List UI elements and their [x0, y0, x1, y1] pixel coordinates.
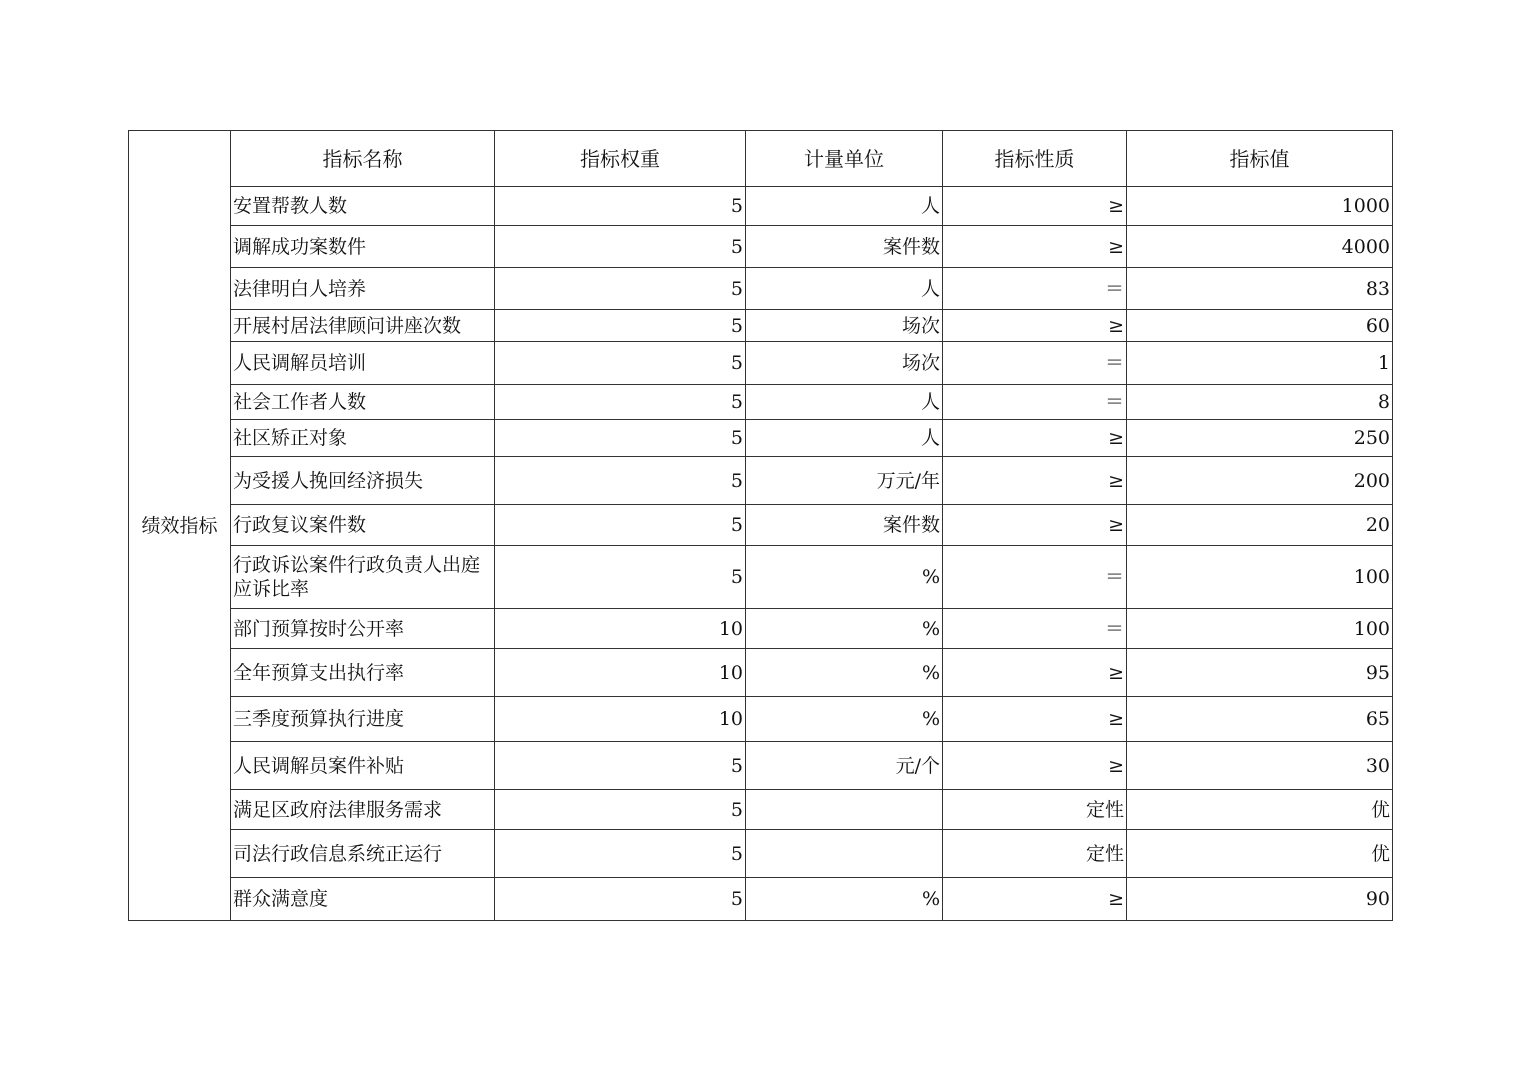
nature-cell: ＝ — [943, 268, 1127, 310]
nature-cell: ＝ — [943, 385, 1127, 420]
nature-cell: ＝ — [943, 342, 1127, 385]
weight-cell: 5 — [495, 878, 746, 921]
indicator-name-cell: 开展村居法律顾问讲座次数 — [231, 310, 495, 342]
weight-cell: 5 — [495, 546, 746, 609]
value-cell: 100 — [1127, 609, 1393, 649]
indicator-name-cell: 满足区政府法律服务需求 — [231, 790, 495, 830]
weight-cell: 5 — [495, 310, 746, 342]
unit-cell: 人 — [746, 187, 943, 226]
indicator-name-cell: 部门预算按时公开率 — [231, 609, 495, 649]
unit-cell: % — [746, 609, 943, 649]
header-unit: 计量单位 — [746, 131, 943, 187]
weight-cell: 10 — [495, 649, 746, 697]
table-row — [129, 187, 1393, 226]
nature-cell: ≥ — [943, 187, 1127, 226]
value-cell: 4000 — [1127, 226, 1393, 268]
table-row — [129, 505, 1393, 546]
table-row — [129, 742, 1393, 790]
nature-cell: ≥ — [943, 457, 1127, 505]
table-row — [129, 457, 1393, 505]
header-indicator-nature: 指标性质 — [943, 131, 1127, 187]
value-cell: 8 — [1127, 385, 1393, 420]
table-row — [129, 609, 1393, 649]
unit-cell: % — [746, 546, 943, 609]
unit-cell: 万元/年 — [746, 457, 943, 505]
nature-cell: ≥ — [943, 878, 1127, 921]
indicator-name-cell: 社区矫正对象 — [231, 420, 495, 457]
weight-cell: 5 — [495, 226, 746, 268]
nature-cell: ≥ — [943, 505, 1127, 546]
value-cell: 优 — [1127, 790, 1393, 830]
table-row — [129, 268, 1393, 310]
weight-cell: 10 — [495, 697, 746, 742]
nature-cell: ≥ — [943, 742, 1127, 790]
value-cell: 83 — [1127, 268, 1393, 310]
weight-cell: 5 — [495, 457, 746, 505]
nature-cell: ≥ — [943, 649, 1127, 697]
value-cell: 1000 — [1127, 187, 1393, 226]
unit-cell: 元/个 — [746, 742, 943, 790]
table-row — [129, 878, 1393, 921]
unit-cell: 人 — [746, 268, 943, 310]
indicator-name-cell: 三季度预算执行进度 — [231, 697, 495, 742]
unit-cell: 案件数 — [746, 226, 943, 268]
unit-cell — [746, 830, 943, 878]
unit-cell: 人 — [746, 385, 943, 420]
header-indicator-weight: 指标权重 — [495, 131, 746, 187]
nature-cell: ＝ — [943, 609, 1127, 649]
unit-cell: 人 — [746, 420, 943, 457]
indicator-name-cell: 行政诉讼案件行政负责人出庭应诉比率 — [231, 546, 495, 609]
header-indicator-name: 指标名称 — [231, 131, 495, 187]
weight-cell: 10 — [495, 609, 746, 649]
indicator-name-cell: 全年预算支出执行率 — [231, 649, 495, 697]
value-cell: 90 — [1127, 878, 1393, 921]
value-cell: 95 — [1127, 649, 1393, 697]
nature-cell: ≥ — [943, 420, 1127, 457]
value-cell: 60 — [1127, 310, 1393, 342]
performance-indicator-table — [128, 130, 1393, 921]
weight-cell: 5 — [495, 505, 746, 546]
category-cell: 绩效指标 — [129, 131, 231, 921]
unit-cell: 场次 — [746, 342, 943, 385]
indicator-name-cell: 社会工作者人数 — [231, 385, 495, 420]
nature-cell: ＝ — [943, 546, 1127, 609]
table-row — [129, 697, 1393, 742]
unit-cell: % — [746, 878, 943, 921]
value-cell: 30 — [1127, 742, 1393, 790]
table-row — [129, 342, 1393, 385]
weight-cell: 5 — [495, 385, 746, 420]
value-cell: 65 — [1127, 697, 1393, 742]
indicator-name-cell: 安置帮教人数 — [231, 187, 495, 226]
nature-cell: 定性 — [943, 790, 1127, 830]
indicator-name-cell: 司法行政信息系统正运行 — [231, 830, 495, 878]
unit-cell: % — [746, 649, 943, 697]
table-row — [129, 420, 1393, 457]
table-row — [129, 226, 1393, 268]
value-cell: 1 — [1127, 342, 1393, 385]
header-row — [129, 131, 1393, 187]
nature-cell: ≥ — [943, 310, 1127, 342]
table-row — [129, 310, 1393, 342]
value-cell: 20 — [1127, 505, 1393, 546]
table-body — [129, 131, 1393, 921]
unit-cell: 案件数 — [746, 505, 943, 546]
unit-cell: 场次 — [746, 310, 943, 342]
weight-cell: 5 — [495, 830, 746, 878]
indicator-name-cell: 人民调解员案件补贴 — [231, 742, 495, 790]
weight-cell: 5 — [495, 790, 746, 830]
indicator-name-cell: 调解成功案数件 — [231, 226, 495, 268]
value-cell: 250 — [1127, 420, 1393, 457]
table-row — [129, 385, 1393, 420]
header-indicator-value: 指标值 — [1127, 131, 1393, 187]
unit-cell — [746, 790, 943, 830]
indicator-name-cell: 行政复议案件数 — [231, 505, 495, 546]
indicator-name-cell: 为受援人挽回经济损失 — [231, 457, 495, 505]
table-row — [129, 649, 1393, 697]
table-row — [129, 830, 1393, 878]
value-cell: 100 — [1127, 546, 1393, 609]
indicator-name-cell: 法律明白人培养 — [231, 268, 495, 310]
nature-cell: ≥ — [943, 697, 1127, 742]
value-cell: 优 — [1127, 830, 1393, 878]
weight-cell: 5 — [495, 420, 746, 457]
unit-cell: % — [746, 697, 943, 742]
indicator-name-cell: 人民调解员培训 — [231, 342, 495, 385]
value-cell: 200 — [1127, 457, 1393, 505]
weight-cell: 5 — [495, 187, 746, 226]
table-row — [129, 790, 1393, 830]
weight-cell: 5 — [495, 342, 746, 385]
table-row — [129, 546, 1393, 609]
weight-cell: 5 — [495, 742, 746, 790]
indicator-name-cell: 群众满意度 — [231, 878, 495, 921]
nature-cell: ≥ — [943, 226, 1127, 268]
weight-cell: 5 — [495, 268, 746, 310]
nature-cell: 定性 — [943, 830, 1127, 878]
